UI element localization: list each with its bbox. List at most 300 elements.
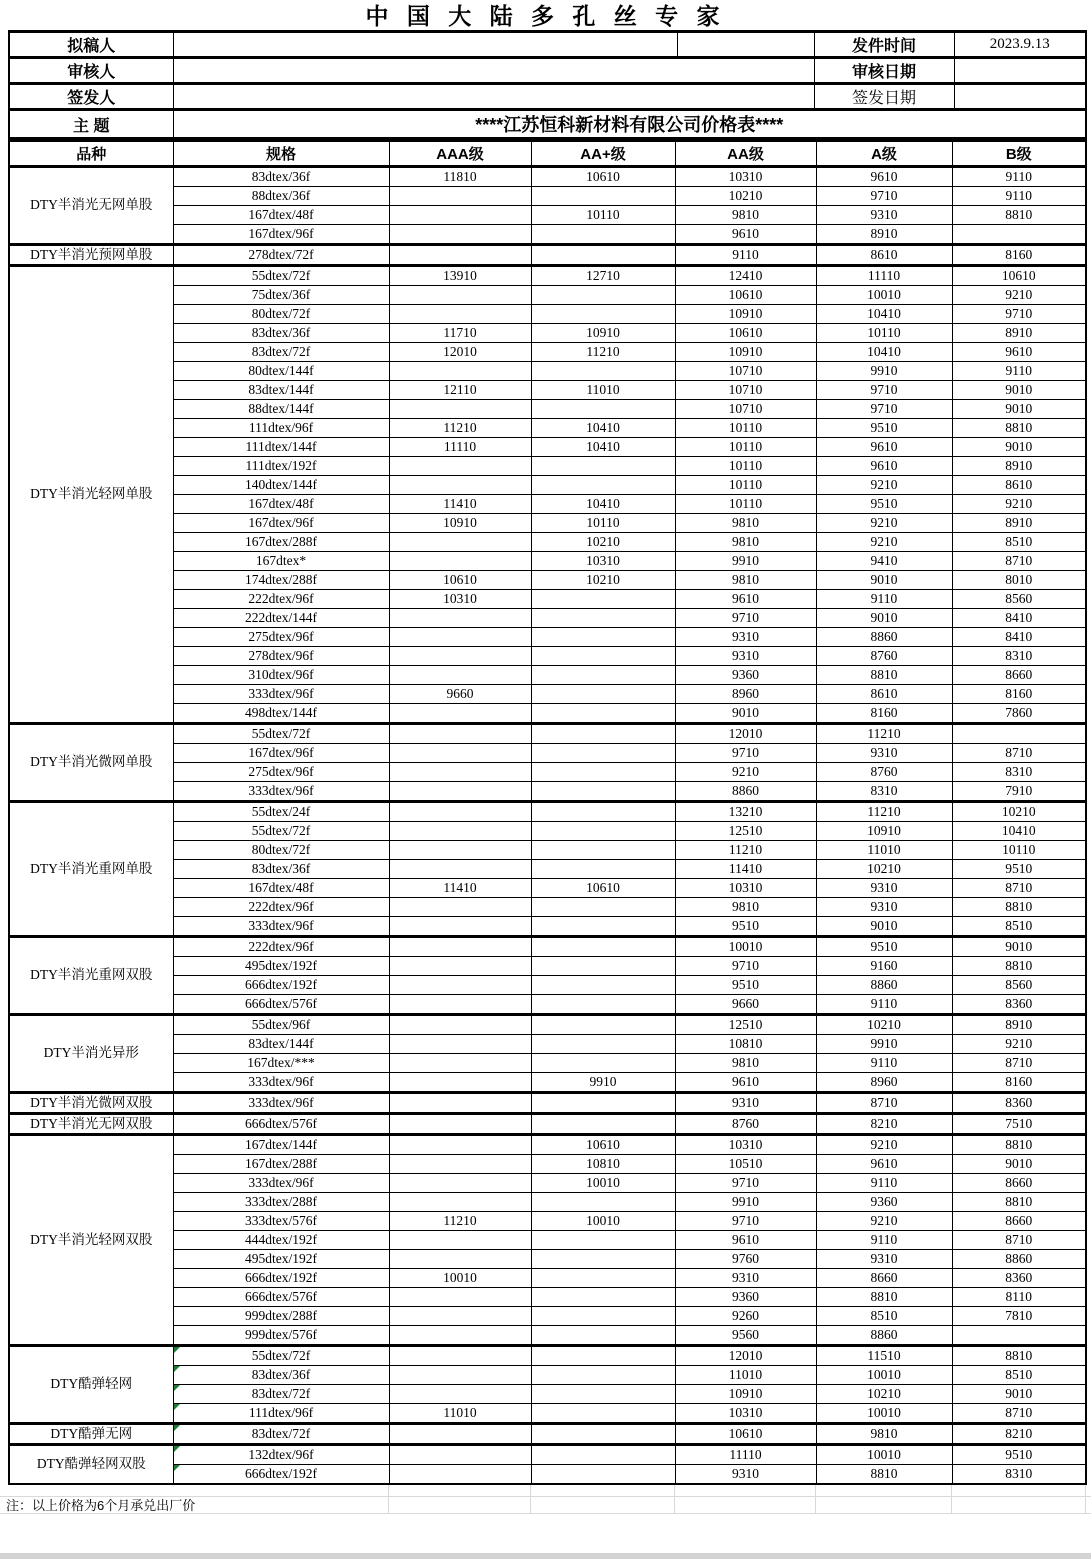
table-row (9, 166, 1086, 186)
price-aaa-cell (389, 1134, 531, 1154)
price-a-cell: 8810 (816, 1287, 952, 1306)
price-b-cell: 8160 (952, 244, 1086, 265)
price-aa-cell: 9510 (675, 975, 816, 994)
price-aa-cell: 9310 (675, 646, 816, 665)
price-aa-plus-cell (531, 665, 675, 684)
spec-cell: 275dtex/96f (173, 627, 389, 646)
price-aa-plus-cell: 12710 (531, 265, 675, 285)
price-a-cell: 8660 (816, 1268, 952, 1287)
price-aa-cell: 9810 (675, 513, 816, 532)
subject-label: 主 题 (9, 110, 173, 139)
price-a-cell: 9710 (816, 186, 952, 205)
variety-cell: DTY酷弹无网 (9, 1423, 173, 1444)
price-b-cell: 9110 (952, 166, 1086, 186)
price-aaa-cell (389, 304, 531, 323)
spec-cell: 333dtex/96f (173, 1173, 389, 1192)
price-aa-plus-cell (531, 975, 675, 994)
price-aa-plus-cell: 10410 (531, 494, 675, 513)
spec-cell: 83dtex/36f (173, 323, 389, 342)
price-a-cell: 9510 (816, 418, 952, 437)
price-a-cell: 9010 (816, 570, 952, 589)
price-aa-cell: 10610 (675, 1423, 816, 1444)
price-b-cell: 9110 (952, 361, 1086, 380)
table-row (9, 1092, 1086, 1113)
price-aa-plus-cell (531, 1053, 675, 1072)
price-aa-plus-cell (531, 859, 675, 878)
price-a-cell: 10410 (816, 304, 952, 323)
variety-cell: DTY半消光重网双股 (9, 936, 173, 1014)
price-a-cell: 9210 (816, 532, 952, 551)
price-aa-cell: 11210 (675, 840, 816, 859)
price-aa-plus-cell (531, 627, 675, 646)
issuer-label: 签发人 (9, 84, 173, 110)
price-b-cell: 9010 (952, 1154, 1086, 1173)
price-a-cell: 9910 (816, 361, 952, 380)
price-aaa-cell (389, 551, 531, 570)
price-aa-cell: 9560 (675, 1325, 816, 1345)
price-b-cell: 8810 (952, 897, 1086, 916)
spec-cell: 167dtex/96f (173, 743, 389, 762)
price-aa-cell: 10710 (675, 399, 816, 418)
price-b-cell: 8710 (952, 878, 1086, 897)
col-header-aa-plus: AA+级 (531, 141, 675, 166)
cell-flag-triangle-icon (174, 1366, 180, 1372)
reviewer-value (173, 58, 814, 84)
price-b-cell: 10210 (952, 801, 1086, 821)
price-b-cell: 8660 (952, 1211, 1086, 1230)
drafter-label: 拟稿人 (9, 32, 173, 58)
price-aa-plus-cell (531, 1384, 675, 1403)
price-b-cell: 9010 (952, 1384, 1086, 1403)
price-a-cell: 9710 (816, 399, 952, 418)
price-aa-cell: 9810 (675, 532, 816, 551)
price-aa-cell: 10110 (675, 494, 816, 513)
price-a-cell: 8760 (816, 762, 952, 781)
spec-cell: 167dtex/288f (173, 1154, 389, 1173)
spec-cell: 132dtex/96f (173, 1444, 389, 1464)
price-aaa-cell (389, 532, 531, 551)
spec-cell: 83dtex/72f (173, 342, 389, 361)
price-aa-cell: 12510 (675, 1014, 816, 1034)
price-b-cell: 8560 (952, 589, 1086, 608)
price-a-cell: 10410 (816, 342, 952, 361)
price-a-cell: 8860 (816, 627, 952, 646)
price-aaa-cell (389, 1384, 531, 1403)
price-b-cell: 9010 (952, 936, 1086, 956)
price-aa-cell: 9710 (675, 608, 816, 627)
price-aa-plus-cell (531, 684, 675, 703)
price-aa-cell: 9360 (675, 1287, 816, 1306)
price-aaa-cell: 12110 (389, 380, 531, 399)
cell-flag-triangle-icon (174, 1465, 180, 1471)
price-a-cell: 8710 (816, 1092, 952, 1113)
price-aaa-cell (389, 994, 531, 1014)
price-b-cell: 9210 (952, 1034, 1086, 1053)
price-aaa-cell (389, 1287, 531, 1306)
price-aa-cell: 8960 (675, 684, 816, 703)
price-a-cell: 9110 (816, 1053, 952, 1072)
spec-cell: 167dtex/288f (173, 532, 389, 551)
sheet-gridlines (0, 1485, 1091, 1496)
spec-cell: 167dtex/*** (173, 1053, 389, 1072)
price-table (8, 140, 1087, 1485)
spec-cell: 167dtex/96f (173, 513, 389, 532)
cell-flag-triangle-icon (174, 1446, 180, 1452)
price-a-cell: 9110 (816, 1173, 952, 1192)
drafter-value (173, 32, 677, 58)
price-aa-cell: 11410 (675, 859, 816, 878)
price-aa-plus-cell (531, 608, 675, 627)
spec-cell: 80dtex/72f (173, 304, 389, 323)
spec-cell: 88dtex/144f (173, 399, 389, 418)
variety-cell: DTY半消光无网双股 (9, 1113, 173, 1134)
spec-cell: 167dtex/144f (173, 1134, 389, 1154)
price-aaa-cell (389, 224, 531, 244)
price-aa-plus-cell (531, 762, 675, 781)
price-aaa-cell (389, 723, 531, 743)
price-aa-cell: 10110 (675, 418, 816, 437)
price-b-cell: 8310 (952, 762, 1086, 781)
price-aaa-cell (389, 244, 531, 265)
table-row (9, 265, 1086, 285)
price-aa-cell: 11110 (675, 1444, 816, 1464)
table-row (9, 1444, 1086, 1464)
price-aaa-cell (389, 456, 531, 475)
price-aaa-cell: 11210 (389, 1211, 531, 1230)
price-aaa-cell: 11110 (389, 437, 531, 456)
price-a-cell: 9210 (816, 475, 952, 494)
price-aaa-cell (389, 1306, 531, 1325)
price-aa-plus-cell (531, 1230, 675, 1249)
spec-cell: 55dtex/72f (173, 265, 389, 285)
spec-cell: 333dtex/96f (173, 1092, 389, 1113)
meta-table (8, 30, 1087, 140)
price-a-cell: 10210 (816, 1384, 952, 1403)
price-a-cell: 8860 (816, 975, 952, 994)
spec-cell: 278dtex/72f (173, 244, 389, 265)
price-a-cell: 9210 (816, 1211, 952, 1230)
price-aa-plus-cell (531, 1423, 675, 1444)
price-a-cell: 9010 (816, 916, 952, 936)
price-aa-cell: 10310 (675, 1403, 816, 1423)
price-a-cell: 9510 (816, 494, 952, 513)
price-aaa-cell: 10010 (389, 1268, 531, 1287)
review-date-value (954, 58, 1086, 84)
price-a-cell: 8610 (816, 244, 952, 265)
price-a-cell: 11210 (816, 801, 952, 821)
spec-cell: 222dtex/96f (173, 936, 389, 956)
price-b-cell: 7510 (952, 1113, 1086, 1134)
price-aa-plus-cell (531, 723, 675, 743)
price-aa-cell: 9360 (675, 665, 816, 684)
variety-cell: DTY半消光重网单股 (9, 801, 173, 936)
variety-cell: DTY半消光异形 (9, 1014, 173, 1092)
variety-cell: DTY半消光轻网单股 (9, 265, 173, 723)
price-aa-cell: 10010 (675, 936, 816, 956)
price-aa-plus-cell (531, 285, 675, 304)
spec-cell: 333dtex/96f (173, 916, 389, 936)
price-a-cell: 8910 (816, 224, 952, 244)
price-aaa-cell: 11710 (389, 323, 531, 342)
price-a-cell: 9910 (816, 1034, 952, 1053)
spec-cell: 167dtex* (173, 551, 389, 570)
price-b-cell: 8710 (952, 1230, 1086, 1249)
price-aa-plus-cell: 10410 (531, 437, 675, 456)
price-aa-cell: 9710 (675, 956, 816, 975)
price-b-cell: 8160 (952, 1072, 1086, 1092)
price-aaa-cell (389, 1444, 531, 1464)
price-aa-cell: 9260 (675, 1306, 816, 1325)
meta-gap-cell (677, 32, 814, 58)
price-aaa-cell (389, 1072, 531, 1092)
price-a-cell: 10910 (816, 821, 952, 840)
price-b-cell: 10110 (952, 840, 1086, 859)
price-b-cell: 10410 (952, 821, 1086, 840)
price-aa-plus-cell (531, 1464, 675, 1484)
price-aa-cell: 10610 (675, 285, 816, 304)
price-a-cell: 11510 (816, 1345, 952, 1365)
price-a-cell: 9110 (816, 589, 952, 608)
price-aa-cell: 10110 (675, 475, 816, 494)
price-aa-plus-cell (531, 743, 675, 762)
table-row (9, 1345, 1086, 1365)
price-b-cell: 8310 (952, 1464, 1086, 1484)
price-aaa-cell (389, 665, 531, 684)
price-aa-cell: 9910 (675, 1192, 816, 1211)
price-aaa-cell (389, 1249, 531, 1268)
price-b-cell: 9710 (952, 304, 1086, 323)
spec-cell: 666dtex/576f (173, 994, 389, 1014)
price-b-cell: 8810 (952, 1134, 1086, 1154)
spec-cell: 222dtex/96f (173, 897, 389, 916)
price-b-cell: 8910 (952, 323, 1086, 342)
price-aaa-cell (389, 1092, 531, 1113)
price-b-cell (952, 224, 1086, 244)
price-aa-cell: 9210 (675, 762, 816, 781)
price-aaa-cell (389, 1154, 531, 1173)
spec-cell: 83dtex/36f (173, 859, 389, 878)
spec-cell: 167dtex/48f (173, 878, 389, 897)
price-aa-cell: 13210 (675, 801, 816, 821)
price-aaa-cell (389, 1230, 531, 1249)
price-aaa-cell (389, 916, 531, 936)
price-aa-plus-cell: 10010 (531, 1211, 675, 1230)
price-a-cell: 9110 (816, 1230, 952, 1249)
price-a-cell: 10210 (816, 859, 952, 878)
price-aaa-cell (389, 1014, 531, 1034)
price-aa-cell: 9510 (675, 916, 816, 936)
price-aa-cell: 9660 (675, 994, 816, 1014)
price-aa-cell: 10110 (675, 456, 816, 475)
price-aa-cell: 9310 (675, 1268, 816, 1287)
price-a-cell: 9310 (816, 743, 952, 762)
spec-cell: 83dtex/72f (173, 1423, 389, 1444)
spec-cell: 55dtex/72f (173, 723, 389, 743)
spec-cell: 222dtex/96f (173, 589, 389, 608)
price-aa-cell: 9610 (675, 1230, 816, 1249)
col-header-aaa: AAA级 (389, 141, 531, 166)
price-aa-plus-cell (531, 897, 675, 916)
price-aa-plus-cell (531, 840, 675, 859)
price-aa-plus-cell: 10410 (531, 418, 675, 437)
price-aa-cell: 9610 (675, 1072, 816, 1092)
price-aa-cell: 9010 (675, 703, 816, 723)
price-aaa-cell (389, 1464, 531, 1484)
price-a-cell: 9310 (816, 1249, 952, 1268)
review-date-label: 审核日期 (814, 58, 954, 84)
col-header-a: A级 (816, 141, 952, 166)
price-aa-cell: 9910 (675, 551, 816, 570)
price-aaa-cell: 10310 (389, 589, 531, 608)
spec-cell: 80dtex/144f (173, 361, 389, 380)
spec-cell: 75dtex/36f (173, 285, 389, 304)
price-aaa-cell (389, 936, 531, 956)
price-aa-cell: 10910 (675, 1384, 816, 1403)
price-aaa-cell (389, 1173, 531, 1192)
price-aaa-cell: 11410 (389, 494, 531, 513)
price-aa-cell: 9810 (675, 205, 816, 224)
price-a-cell: 9610 (816, 456, 952, 475)
cell-flag-triangle-icon (174, 1347, 180, 1353)
cell-flag-triangle-icon (174, 1425, 180, 1431)
price-aa-cell: 10310 (675, 166, 816, 186)
price-b-cell: 8560 (952, 975, 1086, 994)
price-aa-cell: 12510 (675, 821, 816, 840)
spec-cell: 167dtex/48f (173, 494, 389, 513)
spec-cell: 55dtex/72f (173, 821, 389, 840)
price-aa-plus-cell (531, 224, 675, 244)
spec-cell: 333dtex/96f (173, 1072, 389, 1092)
price-aa-plus-cell (531, 475, 675, 494)
price-aa-cell: 9310 (675, 1092, 816, 1113)
price-a-cell: 8210 (816, 1113, 952, 1134)
price-aa-cell: 9810 (675, 570, 816, 589)
price-a-cell: 9610 (816, 1154, 952, 1173)
table-row (9, 1014, 1086, 1034)
price-aaa-cell (389, 859, 531, 878)
price-aa-cell: 10210 (675, 186, 816, 205)
price-b-cell: 10610 (952, 265, 1086, 285)
price-b-cell: 9210 (952, 285, 1086, 304)
spec-cell: 666dtex/576f (173, 1113, 389, 1134)
price-aaa-cell (389, 743, 531, 762)
price-b-cell: 8660 (952, 1173, 1086, 1192)
price-a-cell: 9110 (816, 994, 952, 1014)
price-table-header-row (9, 141, 1086, 166)
spec-cell: 83dtex/144f (173, 380, 389, 399)
price-aa-plus-cell (531, 994, 675, 1014)
spec-cell: 140dtex/144f (173, 475, 389, 494)
price-aaa-cell: 11210 (389, 418, 531, 437)
price-b-cell: 8410 (952, 608, 1086, 627)
price-aa-plus-cell (531, 1325, 675, 1345)
price-b-cell: 8710 (952, 743, 1086, 762)
spec-cell: 666dtex/576f (173, 1287, 389, 1306)
price-aa-cell: 10310 (675, 878, 816, 897)
price-aa-plus-cell (531, 456, 675, 475)
price-a-cell: 9210 (816, 1134, 952, 1154)
price-aa-plus-cell: 10110 (531, 205, 675, 224)
price-aa-plus-cell (531, 361, 675, 380)
price-aaa-cell (389, 821, 531, 840)
price-aa-plus-cell (531, 589, 675, 608)
price-aaa-cell: 13910 (389, 265, 531, 285)
price-aa-cell: 10610 (675, 323, 816, 342)
cell-flag-triangle-icon (174, 1404, 180, 1410)
price-aaa-cell (389, 840, 531, 859)
price-aa-plus-cell (531, 1014, 675, 1034)
spec-cell: 83dtex/36f (173, 1365, 389, 1384)
price-aaa-cell: 11410 (389, 878, 531, 897)
price-aa-cell: 9110 (675, 244, 816, 265)
price-aa-plus-cell (531, 1249, 675, 1268)
spec-cell: 278dtex/96f (173, 646, 389, 665)
price-aaa-cell (389, 975, 531, 994)
price-b-cell: 8310 (952, 646, 1086, 665)
price-aaa-cell (389, 801, 531, 821)
col-header-b: B级 (952, 141, 1086, 166)
price-aa-cell: 9710 (675, 743, 816, 762)
price-aa-plus-cell (531, 703, 675, 723)
spec-cell: 333dtex/288f (173, 1192, 389, 1211)
price-aa-cell: 8760 (675, 1113, 816, 1134)
spec-cell: 333dtex/96f (173, 684, 389, 703)
price-b-cell: 8510 (952, 532, 1086, 551)
price-aaa-cell: 9660 (389, 684, 531, 703)
price-a-cell: 9510 (816, 936, 952, 956)
price-aa-cell: 10810 (675, 1034, 816, 1053)
price-aa-plus-cell (531, 1268, 675, 1287)
spec-cell: 88dtex/36f (173, 186, 389, 205)
price-aaa-cell (389, 1113, 531, 1134)
cell-flag-triangle-icon (174, 1385, 180, 1391)
price-b-cell: 8860 (952, 1249, 1086, 1268)
price-aa-plus-cell: 10310 (531, 551, 675, 570)
price-aa-plus-cell (531, 399, 675, 418)
spec-cell: 666dtex/192f (173, 975, 389, 994)
price-aa-cell: 10710 (675, 380, 816, 399)
price-aa-plus-cell: 10810 (531, 1154, 675, 1173)
price-aa-plus-cell (531, 1345, 675, 1365)
price-aaa-cell (389, 703, 531, 723)
col-header-spec: 规格 (173, 141, 389, 166)
price-aa-plus-cell (531, 1113, 675, 1134)
price-aaa-cell (389, 475, 531, 494)
price-b-cell: 8360 (952, 1092, 1086, 1113)
spec-cell: 55dtex/96f (173, 1014, 389, 1034)
table-row (9, 244, 1086, 265)
price-aa-plus-cell (531, 956, 675, 975)
price-a-cell: 8810 (816, 665, 952, 684)
price-aa-cell: 9310 (675, 1464, 816, 1484)
spec-cell: 111dtex/96f (173, 1403, 389, 1423)
table-row (9, 1113, 1086, 1134)
price-aaa-cell (389, 1423, 531, 1444)
price-b-cell: 8810 (952, 956, 1086, 975)
spec-cell: 222dtex/144f (173, 608, 389, 627)
footnote-text: 注：以上价格为6个月承兑出厂价 (6, 1497, 196, 1513)
price-b-cell: 7860 (952, 703, 1086, 723)
price-aa-plus-cell (531, 1287, 675, 1306)
price-b-cell: 8210 (952, 1423, 1086, 1444)
price-aa-plus-cell (531, 1365, 675, 1384)
spec-cell: 111dtex/144f (173, 437, 389, 456)
issue-date-value (954, 84, 1086, 110)
price-a-cell: 9310 (816, 897, 952, 916)
price-b-cell: 8910 (952, 1014, 1086, 1034)
price-a-cell: 11010 (816, 840, 952, 859)
price-b-cell: 9010 (952, 399, 1086, 418)
